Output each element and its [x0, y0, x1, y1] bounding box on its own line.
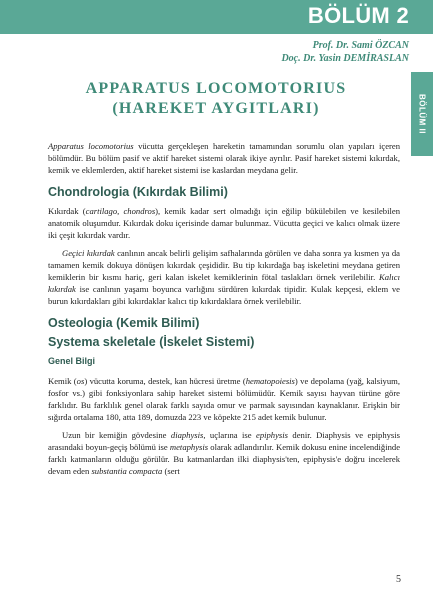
text-run: canlının ancak belirli gelişim safhalarında görülen ve daha sonra ya kısmen ya da tamamen kemik dokuya dönüşen kıkırdak çeşididir. Bu tip kıkırdağa baş iskeletini meydana getiren kemiklerin bir kısmı hariç, geri kalan iskelet kemiklerinin fötal taslakları örnek verilebilir.	[48, 248, 400, 282]
text-run: , uçlarına ise	[203, 430, 257, 440]
intro-term: Apparatus locomotorius	[48, 141, 134, 151]
intro-paragraph	[48, 140, 400, 176]
text-run: ), kemik kadar sert olmadığı için eğilip bükülebilen ve kesilebilen anatomik oluşumdur. Kıkırdak doku içerisinde damar bulunmaz. Vücutta geçici ve kalıcı olmak üzere iki çeşit kıkırdak vardır.	[48, 206, 400, 240]
text-run: ise canlının yaşamı boyunca varlığını sürdüren kıkırdak tipidir. Kulak kepçesi, eklem ve burun kıkırdakları gibi kıkırdaklar kalıcı tip kıkırdaklara örnek verilebilir.	[48, 284, 400, 306]
text-run: Uzun bir kemiğin gövdesine	[62, 430, 171, 440]
osteologia-paragraph-1	[48, 375, 400, 423]
chondrologia-heading: Chondrologia (Kıkırdak Bilimi)	[48, 185, 228, 199]
author-1: Prof. Dr. Sami ÖZCAN	[312, 40, 409, 51]
chapter-side-tab	[411, 72, 433, 156]
chondrologia-paragraph-2	[48, 247, 400, 307]
text-run: ) ve depolama (yağ, kalsiyum, fosfor vs.) gibi fonksiyonlara sahip hareket sistemi bölümüdür. Kemik sayısı hayvan türüne göre farklıdır. Bu farklılık genel olarak farklı sayıda omur ve parmak sayısından kaynaklanır. Erişkin bir sığırda ortalama 180, atta 189, domuzda 223 ve köpekte 215 adet kemik bulunur.	[48, 376, 400, 422]
latin-term: os	[76, 376, 85, 386]
latin-term: hematopoiesis	[245, 376, 295, 386]
osteologia-paragraph-2	[48, 429, 400, 477]
page-number: 5	[396, 574, 401, 585]
genel-bilgi-heading: Genel Bilgi	[48, 356, 96, 366]
latin-term: Kalıcı kıkırdak	[48, 272, 400, 294]
systema-skeletale-heading: Systema skeletale (İskelet Sistemi)	[48, 335, 255, 349]
author-2: Doç. Dr. Yasin DEMİRASLAN	[281, 53, 409, 64]
text-run: Kemik (	[48, 376, 77, 386]
chapter-banner	[0, 0, 433, 34]
latin-term: substantia compacta	[91, 466, 163, 476]
latin-term: diaphysis	[170, 430, 204, 440]
main-title-line-2: (HAREKET AYGITLARI)	[112, 100, 320, 117]
page-body	[48, 140, 400, 483]
side-tab-label: BÖLÜM II	[417, 94, 427, 134]
chondrologia-paragraph-1	[48, 205, 400, 241]
text-run: (sert	[162, 466, 180, 476]
text-run: ) vücutta koruma, destek, kan hücresi üretme (	[84, 376, 246, 386]
intro-text: vücutta gerçekleşen hareketin tamamından sorumlu olan yapıları içeren bölümdür. Bu bölüm pasif ve aktif hareket sistemi olarak ikiye ayrılır. Pasif hareket sistemi kıkırdak, kemik ve eklemlerden, aktif hareket sistemi ise kaslardan meydana gelir.	[48, 141, 400, 175]
osteologia-heading: Osteologia (Kemik Bilimi)	[48, 316, 200, 330]
main-title-line-1: APPARATUS LOCOMOTORIUS	[85, 80, 347, 97]
chapter-label: BÖLÜM 2	[307, 3, 409, 28]
latin-term: cartilago, chondros	[85, 206, 156, 216]
latin-term: epiphysis	[256, 430, 288, 440]
text-run: denir. Diaphysis ve epiphysis arasındaki boyun-geçiş bölümü ise	[48, 430, 400, 452]
latin-term: Geçici kıkırdak	[62, 248, 115, 258]
latin-term: metaphysis	[169, 442, 209, 452]
text-run: Kıkırdak (	[48, 206, 86, 216]
text-run: olarak adlandırılır. Kemik dokusu enine incelendiğinde farklı katmanların olduğu görülür. Bu katmanlardan ilki diaphysis'ten, epiphysis'e doğru incelerek devam eden	[48, 442, 401, 476]
